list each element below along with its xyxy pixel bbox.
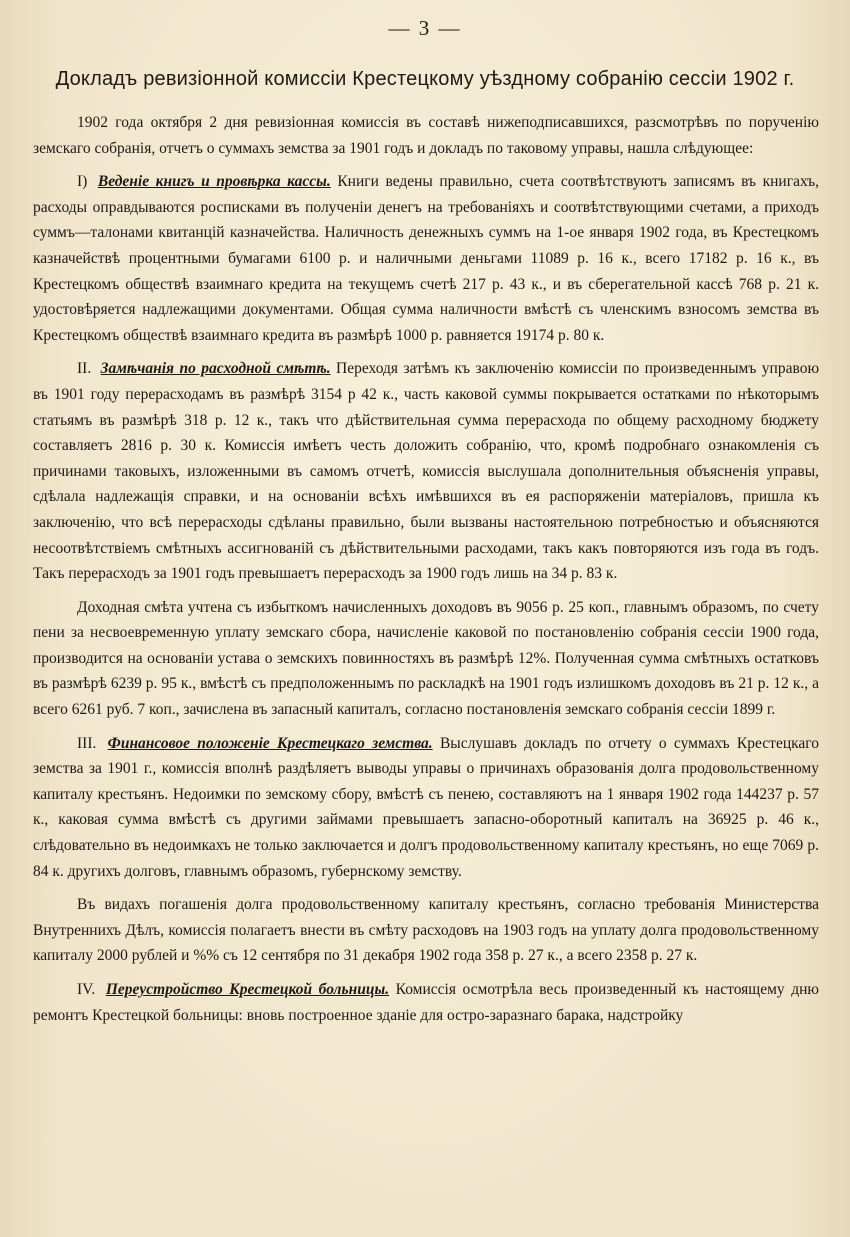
section-3-text: Выслушавъ докладъ по отчету о суммахъ Крестецкаго земства за 1901 г., комиссія вполнѣ раздѣляетъ выводы управы о причинахъ образованія долга продовольственному капиталу крестьянъ. Недоимки по земскому сбору, вмѣстѣ съ пенею, составляютъ на 1 января 1902 года 144237 р. 57 к., каковая сумма вмѣстѣ съ другими займами превышаетъ запасно-оборотный капиталъ на 36925 р. 46 к., слѣдовательно въ недоимкахъ не только заключается и долгъ продовольственному капиталу крестьянъ, но еще 7069 р. 84 к. другихъ долговъ, главнымъ образомъ, губернскому земству. <box>33 734 820 880</box>
section-1-text: Книги ведены правильно, счета соотвѣтствуютъ записямъ въ книгахъ, расходы оправдываются росписками въ полученіи денегъ на требованіяхъ и соотвѣтствующими счетами, а приходъ суммъ—талонами квитанцій казначейства. Наличность денежныхъ суммъ на 1-ое января 1902 года, въ Крестецкомъ казначействѣ процентными бумагами 6100 р. и наличными деньгами 11089 р. 16 к., всего 17182 р. 16 к., въ Крестецкомъ обществѣ взаимнаго кредита на текущемъ счетѣ 217 р. 43 к., и въ сберегательной кассѣ 768 р. 21 к. удостовѣряется надлежащими документами. Общая сумма наличности вмѣстѣ съ членскимъ взносомъ земства въ Крестецкомъ обществѣ взаимнаго кредита въ размѣрѣ 1000 р. равняется 19174 р. 80 к. <box>33 173 820 344</box>
page-number: — 3 — <box>388 16 462 40</box>
section-4-paragraph <box>33 977 819 1028</box>
section-4-numeral: IV. <box>77 981 96 998</box>
section-4-text: Комиссія осмотрѣла весь произведенный къ настоящему дню ремонтъ Крестецкой больницы: вновь построенное зданіе для остро-заразнаго барака, надстройку <box>33 981 820 1024</box>
section-1-numeral: I) <box>77 173 88 191</box>
section-3-paragraph <box>33 731 819 885</box>
section-4-heading: Переустройство Крестецкой больницы. <box>105 981 390 998</box>
section-2-paragraph <box>33 356 819 586</box>
intro-paragraph: 1902 года октября 2 дня ревизіонная комиссія въ составѣ нижеподписавшихся, разсмотрѣвъ по порученію земскаго собранія, отчетъ о суммахъ земства за 1901 годъ и докладъ по таковому управы, нашла слѣдующее: <box>33 114 819 157</box>
section-2-numeral: II. <box>77 360 92 378</box>
section-2-heading: Замѣчанія по расходной смѣтѣ. <box>100 360 331 378</box>
repayment-paragraph: Въ видахъ погашенія долга продовольственному капиталу крестьянъ, согласно требованія Министерства Внутреннихъ Дѣлъ, комиссія полагаетъ внести въ смѣту расходовъ на 1903 годъ на уплату долга продовольственному капиталу 2000 рублей и %% съ 12 сентября по 31 декабря 1902 года 358 р. 27 к., а всего 2358 р. 27 к. <box>33 896 819 965</box>
section-2-text: Переходя затѣмъ къ заключенію комиссіи по произведеннымъ управою въ 1901 году перерасходамъ въ размѣрѣ 3154 р 42 к., часть каковой суммы покрывается остатками по нѣкоторымъ статьямъ въ размѣрѣ 318 р. 12 к., такъ что дѣйствительная сумма перерасхода по общему расходному бюджету составляетъ 2816 р. 30 к. Комиссія имѣетъ честь доложить собранію, что, кромѣ подробнаго ознакомленія съ причинами таковыхъ, изложенными въ самомъ отчетѣ, комиссія выслушала дополнительныя объясненія управы, сдѣлала надлежащія справки, и на основаніи всѣхъ имѣвшихся въ ея распоряженіи матеріаловъ, пришла къ заключенію, что всѣ перерасходы сдѣланы правильно, были вызваны настоятельною потребностью и объясняются несоотвѣтствіемъ смѣтныхъ ассигнованій съ дѣйствительными расходами, такъ какъ повторяются изъ года въ годъ. Такъ перерасходъ за 1901 годъ превышаетъ перерасходъ за 1900 годъ лишь на 34 р. 83 к. <box>33 360 820 583</box>
section-1-heading: Веденіе книгъ и провѣрка кассы. <box>97 173 331 191</box>
document-title: Докладъ ревизіонной комиссіи Крестецкому уѣздному собранію сессіи 1902 г. <box>55 68 795 90</box>
section-3-numeral: III. <box>77 734 97 752</box>
section-3-heading: Финансовое положеніе Крестецкаго земства. <box>107 734 433 752</box>
income-paragraph: Доходная смѣта учтена съ избыткомъ начисленныхъ доходовъ въ 9056 р. 25 коп., главнымъ образомъ, по счету пени за несвоевременную уплату земскаго сбора, начисленіе каковой по постановленію собранія сессіи 1900 года, производится на основаніи устава о земскихъ повинностяхъ въ размѣрѣ 12%. Полученная сумма смѣтныхъ остатковъ въ размѣрѣ 6239 р. 95 к., вмѣстѣ съ предположеннымъ по раскладкѣ на 1901 годъ излишкомъ доходовъ въ 21 р. 12 к., а всего 6261 руб. 7 коп., зачислена въ запасный капиталъ, согласно постановленія земскаго собранія сессіи 1899 г. <box>33 598 819 719</box>
section-1-paragraph <box>33 169 819 348</box>
document-body <box>33 110 819 1036</box>
